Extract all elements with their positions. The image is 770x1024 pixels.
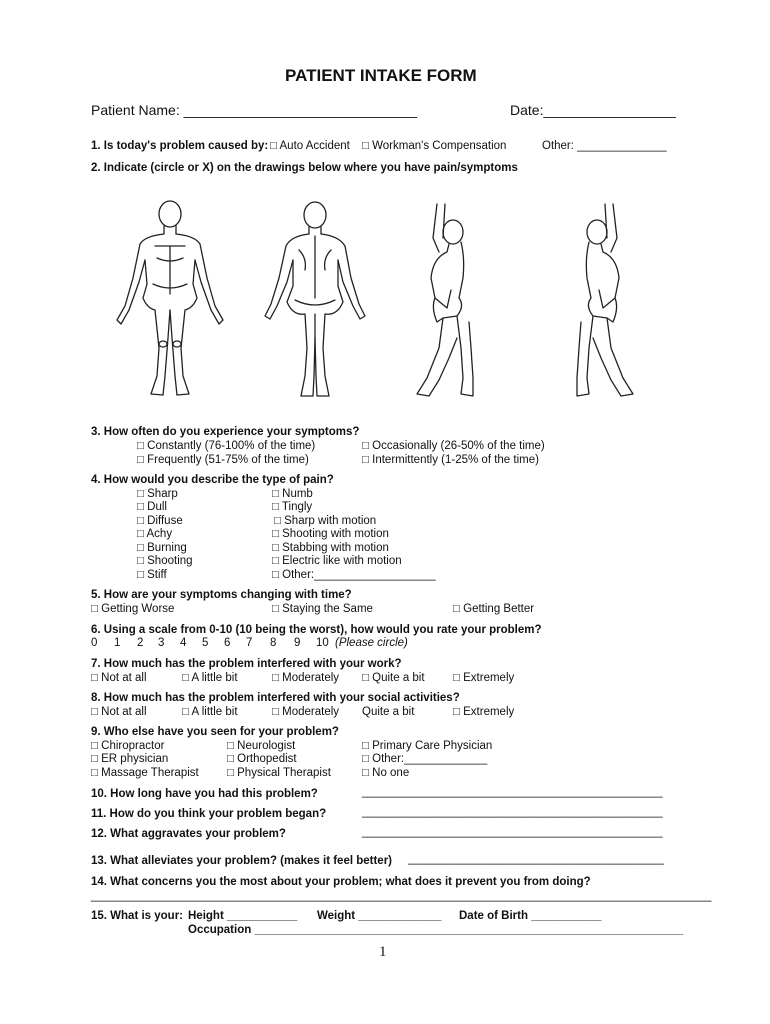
body-diagrams[interactable] [95,198,675,406]
q12-answer-line[interactable]: _______________________________________________ [362,826,663,838]
page-number: 1 [379,944,387,960]
q9-orthopedist-checkbox[interactable]: □ Orthopedist [227,753,297,765]
q6-scale-10[interactable]: 10 [316,637,329,649]
page-title: PATIENT INTAKE FORM [285,66,477,85]
q9-neurologist-checkbox[interactable]: □ Neurologist [227,740,296,752]
q11-label: 11. How do you think your problem began? [91,808,327,820]
q4-electric-with-motion-checkbox[interactable]: □ Electric like with motion [272,555,402,567]
q4-other-field[interactable]: □ Other:___________________ [272,569,436,581]
q1-auto-accident-checkbox[interactable]: □ Auto Accident [270,140,350,152]
q9-er-physician-checkbox[interactable]: □ ER physician [91,753,169,765]
q8-quite-a-bit-checkbox[interactable]: Quite a bit [362,706,415,718]
q6-scale-4[interactable]: 4 [180,637,187,649]
q10-label: 10. How long have you had this problem? [91,788,318,800]
q14-label: 14. What concerns you the most about your problem; what does it prevent you from doing? [91,876,591,888]
q8-moderately-checkbox[interactable]: □ Moderately [272,706,340,718]
q10-answer-line[interactable]: _______________________________________________ [362,786,663,798]
q5-getting-better-checkbox[interactable]: □ Getting Better [453,603,535,615]
q8-not-at-all-checkbox[interactable]: □ Not at all [91,706,147,718]
q13-label: 13. What alleviates your problem? (makes it feel better) [91,855,393,867]
q3-frequently-checkbox[interactable]: □ Frequently (51-75% of the time) [137,454,309,466]
q3-constantly-checkbox[interactable]: □ Constantly (76-100% of the time) [137,440,316,452]
q1-other-field[interactable]: Other: ______________ [542,140,667,152]
q4-shooting-with-motion-checkbox[interactable]: □ Shooting with motion [272,528,389,540]
q7-quite-a-bit-checkbox[interactable]: □ Quite a bit [362,672,425,684]
q9-other-field[interactable]: □ Other:_____________ [362,753,488,765]
q6-scale-1[interactable]: 1 [114,637,121,649]
q9-primary-care-checkbox[interactable]: □ Primary Care Physician [362,740,493,752]
q7-not-at-all-checkbox[interactable]: □ Not at all [91,672,147,684]
body-back-figure[interactable] [243,198,393,406]
q6-note: (Please circle) [335,637,408,649]
q9-no-one-checkbox[interactable]: □ No one [362,767,410,779]
q7-a-little-bit-checkbox[interactable]: □ A little bit [182,672,238,684]
q6-scale-6[interactable]: 6 [224,637,231,649]
q5-label: 5. How are your symptoms changing with time? [91,589,352,601]
q6-scale-2[interactable]: 2 [137,637,144,649]
body-right-side-figure[interactable] [515,198,665,406]
body-front-figure[interactable] [95,198,245,406]
q6-label: 6. Using a scale from 0-10 (10 being the worst), how would you rate your problem? [91,624,542,636]
q6-scale-5[interactable]: 5 [202,637,209,649]
q15-occupation-field[interactable]: Occupation ___________________________________________________________________ [188,924,683,936]
q7-extremely-checkbox[interactable]: □ Extremely [453,672,515,684]
q5-getting-worse-checkbox[interactable]: □ Getting Worse [91,603,175,615]
q6-scale-0[interactable]: 0 [91,637,98,649]
q2-label: 2. Indicate (circle or X) on the drawings below where you have pain/symptoms [91,162,518,174]
q14-answer-line[interactable]: _________________________________________________________________________________________________ [91,890,712,902]
q6-scale-9[interactable]: 9 [294,637,301,649]
q5-staying-same-checkbox[interactable]: □ Staying the Same [272,603,373,615]
q15-height-field[interactable]: Height ___________ [188,910,298,922]
date-field[interactable]: Date:_________________ [510,102,676,118]
q4-tingly-checkbox[interactable]: □ Tingly [272,501,313,513]
q7-label: 7. How much has the problem interfered with your work? [91,658,402,670]
q15-dob-field[interactable]: Date of Birth ___________ [459,910,602,922]
q4-sharp-checkbox[interactable]: □ Sharp [137,488,178,500]
q4-diffuse-checkbox[interactable]: □ Diffuse [137,515,183,527]
q4-numb-checkbox[interactable]: □ Numb [272,488,313,500]
q4-sharp-with-motion-checkbox[interactable]: □ Sharp with motion [274,515,377,527]
q6-scale-3[interactable]: 3 [158,637,165,649]
q6-scale-7[interactable]: 7 [246,637,253,649]
q12-label: 12. What aggravates your problem? [91,828,286,840]
q9-label: 9. Who else have you seen for your problem? [91,726,339,738]
q1-label: 1. Is today's problem caused by: [91,140,269,152]
q4-dull-checkbox[interactable]: □ Dull [137,501,167,513]
q8-extremely-checkbox[interactable]: □ Extremely [453,706,515,718]
q9-massage-therapist-checkbox[interactable]: □ Massage Therapist [91,767,199,779]
q15-label: 15. What is your: [91,910,184,922]
q4-achy-checkbox[interactable]: □ Achy [137,528,173,540]
q4-stabbing-with-motion-checkbox[interactable]: □ Stabbing with motion [272,542,389,554]
q3-label: 3. How often do you experience your symptoms? [91,426,360,438]
q7-moderately-checkbox[interactable]: □ Moderately [272,672,340,684]
q4-stiff-checkbox[interactable]: □ Stiff [137,569,167,581]
q4-burning-checkbox[interactable]: □ Burning [137,542,187,554]
q15-weight-field[interactable]: Weight _____________ [317,910,442,922]
q4-shooting-checkbox[interactable]: □ Shooting [137,555,193,567]
q4-label: 4. How would you describe the type of pain? [91,474,334,486]
q6-scale-8[interactable]: 8 [270,637,277,649]
q3-occasionally-checkbox[interactable]: □ Occasionally (26-50% of the time) [362,440,545,452]
q8-label: 8. How much has the problem interfered with your social activities? [91,692,460,704]
patient-name-field[interactable]: Patient Name: ______________________________ [91,102,418,118]
q1-workmans-comp-checkbox[interactable]: □ Workman's Compensation [362,140,507,152]
q13-answer-line[interactable]: ________________________________________ [408,853,664,865]
q11-answer-line[interactable]: _______________________________________________ [362,806,663,818]
q9-physical-therapist-checkbox[interactable]: □ Physical Therapist [227,767,331,779]
q8-a-little-bit-checkbox[interactable]: □ A little bit [182,706,238,718]
q3-intermittently-checkbox[interactable]: □ Intermittently (1-25% of the time) [362,454,539,466]
q9-chiropractor-checkbox[interactable]: □ Chiropractor [91,740,165,752]
